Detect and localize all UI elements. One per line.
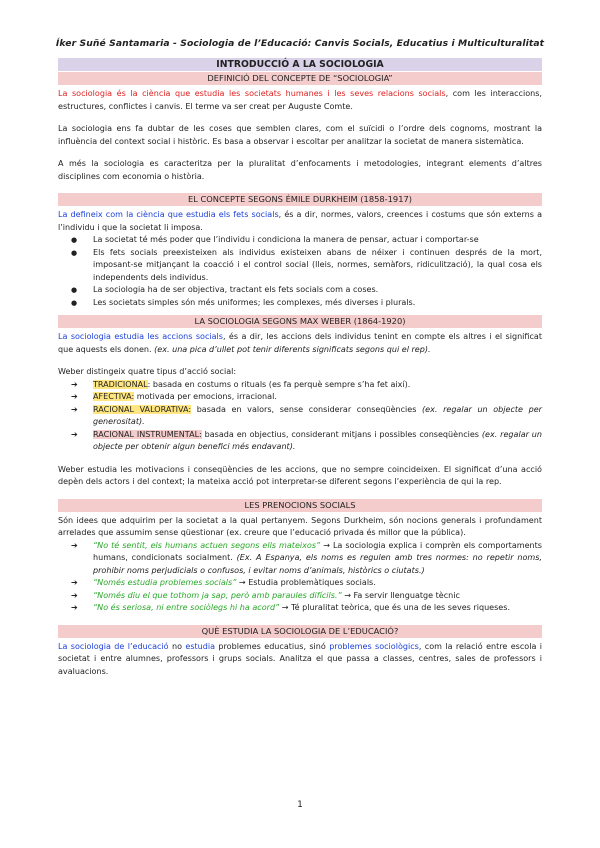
text: → La sociologia explica i comprèn els comportaments humans, condicionats socialment.	[93, 540, 542, 562]
text: basada en valors, sense considerar conseqüències	[191, 404, 423, 414]
paragraph: Weber distingeix quatre tipus d’acció social:	[58, 367, 237, 376]
highlighted-term: TRADICIONAL	[93, 379, 148, 389]
text: : basada en costums o rituals (es fa perquè sempre s’ha fet així).	[147, 379, 411, 389]
paragraph: A més la sociologia es caracteritza per la pluralitat d’enfocaments i metodologies, integrant elements d’altres disciplines com economia o història.	[58, 159, 542, 181]
text: → Estudia problemàtiques socials.	[236, 578, 376, 587]
list-item	[93, 391, 542, 404]
list-item	[93, 429, 542, 454]
quote-text: “No té sentit, els humans actuen segons ells mateixos”	[93, 540, 321, 550]
list-item	[93, 602, 542, 615]
list-item	[93, 577, 542, 590]
highlight-text: La sociologia és la ciència que estudia les societats humanes i les seves relacions socials	[58, 89, 446, 98]
highlight-text: problemes sociològics	[329, 641, 419, 651]
list-item	[93, 590, 542, 603]
text: → Té pluralitat teòrica, que és una de les seves riqueses.	[279, 603, 511, 612]
example-text: (ex. regalar un objecte per generositat).	[93, 404, 542, 426]
paragraph	[58, 641, 542, 679]
paragraph	[58, 209, 542, 234]
list-item	[93, 379, 542, 392]
highlight-text: estudia	[185, 641, 216, 651]
paragraph: Weber estudia les motivacions i conseqüències de les accions, que no sempre coincideixen. El significat d’una acció depèn dels actors i del context; la mateixa acció pot interpretar-se diferent segons l’experiència de qui la rep.	[58, 464, 542, 486]
section-heading-que-estudia: QUÈ ESTUDIA LA SOCIOLOGIA DE L’EDUCACIÓ?	[58, 625, 542, 638]
document-title: INTRODUCCIÓ A LA SOCIOLOGIA	[58, 58, 542, 71]
example-text: (ex. una pica d’ullet pot tenir diferents significats segons qui el rep).	[154, 344, 431, 354]
text: , com la relació entre escola i societat i entre alumnes, professors i grups socials. Analitza el que passa a classes, centres, sales de professors i avaluacions.	[58, 641, 542, 676]
paragraph	[58, 331, 542, 356]
text: , com les interaccions, estructures, conflictes i canvis. El terme va ser creat per Auguste Comte.	[58, 89, 542, 111]
highlight-text: La sociologia de l’educació	[58, 641, 169, 651]
text: basada en objectius, considerant mitjans i possibles conseqüències	[201, 429, 482, 439]
quote-text: “Només diu el que tothom ja sap, però amb paraules difícils.”	[93, 590, 342, 600]
highlighted-term: AFECTIVA:	[93, 392, 135, 401]
highlighted-term: RACIONAL VALORATIVA:	[93, 404, 192, 414]
quote-text: “Només estudia problemes socials”	[93, 578, 237, 587]
list-item: ● Els fets socials preexisteixen als individus existeixen abans de néixer i continuen després de la mort, imposant-se mitjançant la coacció i el control social (lleis, normes, semàfors, ridiculització), la qual cosa els independents dels individus.	[93, 247, 542, 285]
bullet-list	[58, 234, 542, 309]
paragraph: La sociologia ens fa dubtar de les coses que semblen clares, com el suïcidi o l’ordre dels cognoms, mostrant la influència del context social i històric. Es basa a observar i escoltar per analitzar la societat de manera sistemàtica.	[58, 124, 542, 146]
example-text: (Ex. A Espanya, els noms es regulen amb tres normes: no repetir noms, prohibir noms perjudicials o confusos, i evitar noms d’animals, històrics o ciutats.)	[93, 553, 542, 575]
quote-text: “No és seriosa, ni entre sociòlegs hi ha acord”	[93, 603, 280, 612]
text: motivada per emocions, irracional.	[134, 392, 277, 401]
arrow-list	[58, 540, 542, 615]
list-item: ● La societat té més poder que l’individu i condiciona la manera de pensar, actuar i comportar-se	[93, 234, 542, 247]
section-heading-weber: LA SOCIOLOGIA SEGONS MAX WEBER (1864-1920)	[58, 315, 542, 328]
text: , és a dir, normes, valors, creences i costums que són externs a l’individu i que la societat li imposa.	[58, 210, 542, 232]
section-heading-definicio: DEFINICIÓ DEL CONCEPTE DE “SOCIOLOGIA”	[58, 72, 542, 85]
text: problemes educatius, sinó	[215, 641, 330, 651]
list-item: ● Les societats simples són més uniformes; les complexes, més diverses i plurals.	[93, 297, 542, 310]
text: no	[168, 641, 186, 651]
text: → Fa servir llenguatge tècnic	[341, 590, 460, 600]
list-item	[93, 540, 542, 578]
highlight-text: La defineix com la ciència que estudia els fets socials	[58, 210, 279, 219]
list-item	[93, 404, 542, 429]
list-item: ● La sociologia ha de ser objectiva, tractant els fets socials com a coses.	[93, 284, 542, 297]
highlighted-term: RACIONAL INSTRUMENTAL:	[93, 429, 202, 439]
page-number: 1	[297, 800, 303, 810]
document-body	[58, 58, 542, 678]
highlight-text: La sociologia estudia les accions socials	[58, 332, 223, 341]
paragraph	[58, 88, 542, 113]
arrow-list	[58, 379, 542, 454]
paragraph: Són idees que adquirim per la societat a la qual pertanyem. Segons Durkheim, són nocions generals i profundament arrelades que assumim sense qüestionar (ex. creure que l’educació privada és millor que la pública).	[58, 515, 542, 537]
section-heading-prenocions: LES PRENOCIONS SOCIALS	[58, 499, 542, 512]
section-heading-durkheim: EL CONCEPTE SEGONS ÉMILE DURKHEIM (1858-1917)	[58, 193, 542, 206]
example-text: (ex. regalar un objecte per obtenir algun benefici més endavant).	[93, 429, 542, 451]
text: , és a dir, les accions dels individus tenint en compte els altres i el significat que aquests els donen.	[58, 332, 542, 354]
page-header: Íker Suñé Santamaria - Sociologia de l’Educació: Canvis Socials, Educatius i Multiculturalitat	[55, 38, 545, 49]
